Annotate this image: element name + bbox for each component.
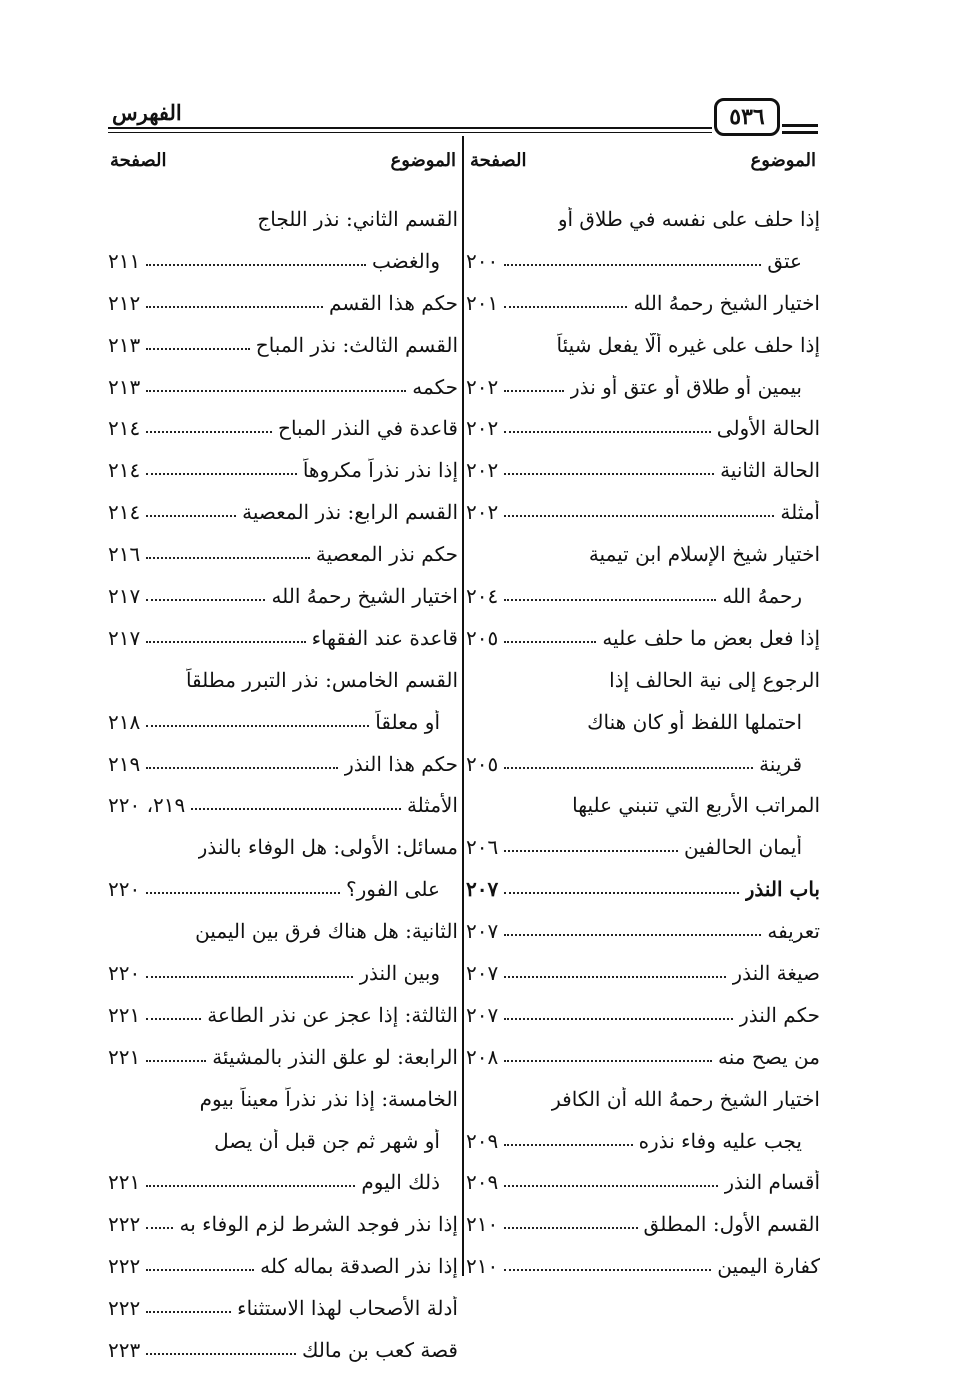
index-entry [108, 1078, 458, 1204]
entry-page-number: ٢١٧ [108, 583, 141, 608]
index-entry [466, 282, 820, 324]
header-rule-left-thin [108, 132, 712, 133]
entry-line [466, 533, 820, 575]
entry-page-number: ٢٢٠ [108, 960, 141, 985]
dot-leader [504, 850, 678, 852]
dot-leader [146, 767, 338, 769]
entry-page-number: ٢٠٩ [466, 1128, 499, 1153]
entry-line [108, 1245, 458, 1287]
entry-page-number: ٢١٨ [108, 709, 141, 734]
header-rule-right [782, 124, 818, 127]
entry-line [466, 324, 820, 366]
index-entry [108, 826, 458, 910]
entry-line [466, 784, 820, 826]
dot-leader [146, 515, 236, 517]
entry-page-number: ٢١٤ [108, 500, 141, 525]
entry-line [466, 407, 820, 449]
entry-line [466, 952, 820, 994]
entry-topic: من يصح منه [718, 1044, 820, 1069]
dot-leader [146, 1353, 296, 1355]
entry-line [466, 198, 820, 240]
entry-line [108, 198, 458, 240]
column-divider [462, 136, 464, 1276]
index-entry [466, 449, 820, 491]
dot-leader [146, 1185, 355, 1187]
entry-page-number: ٢١٩، ٢٢٠ [108, 793, 186, 818]
entry-topic: قصة كعب بن مالك [301, 1337, 458, 1362]
entry-page-number: ٢٠٠ [466, 248, 499, 273]
dot-leader [146, 976, 353, 978]
dot-leader [504, 1185, 718, 1187]
dot-leader [146, 390, 406, 392]
entry-line [466, 491, 820, 533]
index-entry [108, 1329, 458, 1371]
index-entry [108, 282, 458, 324]
entry-topic: حكم هذا القسم [329, 290, 458, 315]
index-entry [108, 575, 458, 617]
entry-line [108, 575, 458, 617]
dot-leader [504, 976, 726, 978]
right-page-header: الصفحة [470, 150, 527, 171]
entry-page-number: ٢١٣ [108, 332, 141, 357]
entry-page-number: ٢٠٨ [466, 1044, 499, 1069]
entry-topic: الحالة الأولى [716, 416, 820, 441]
dot-leader [504, 473, 714, 475]
dot-leader [146, 557, 310, 559]
entry-topic: الثانية: هل هناك فرق بين اليمين [195, 919, 458, 944]
left-topic-header: الموضوع [390, 150, 456, 171]
dot-leader [146, 306, 323, 308]
index-entry [108, 366, 458, 408]
entry-page-number: ٢٠٩ [466, 1170, 499, 1195]
entry-topic: قاعدة في النذر المباح [278, 416, 458, 441]
index-entry [108, 659, 458, 743]
entry-topic: الثالثة: إذا عجز عن نذر الطاعة [207, 1002, 458, 1027]
index-entry [108, 1036, 458, 1078]
right-column-entries [466, 198, 820, 1287]
entry-topic: القسم الخامس: نذر التبرر مطلقاً [185, 667, 458, 692]
entry-line [466, 659, 820, 701]
index-entry [108, 910, 458, 994]
entry-topic: إذا حلف على نفسه في طلاق أو [557, 206, 820, 231]
entry-page-number: ٢٠٧ [466, 877, 499, 902]
entry-page-number: ٢١٩ [108, 751, 141, 776]
entry-topic: القسم الثاني: نذر اللجاج [257, 206, 458, 231]
entry-line [466, 1203, 820, 1245]
index-entry [466, 994, 820, 1036]
entry-line [108, 491, 458, 533]
dot-leader [146, 1018, 201, 1020]
entry-topic: والغضب [372, 248, 440, 273]
page-number: ٥٣٦ [714, 98, 780, 136]
dot-leader [146, 348, 250, 350]
index-entry [466, 784, 820, 868]
entry-topic: الخامسة: إذا نذر نذراً معيناً بيوم [199, 1086, 458, 1111]
entry-line [466, 240, 820, 282]
entry-line [108, 617, 458, 659]
entry-line [466, 994, 820, 1036]
entry-topic: اختيار الشيخ رحمهُ الله أن الكافر [551, 1086, 820, 1111]
dot-leader [146, 473, 297, 475]
entry-page-number: ٢٠٥ [466, 751, 499, 776]
dot-leader [146, 264, 366, 266]
entry-line [108, 324, 458, 366]
index-entry [108, 198, 458, 282]
entry-topic: كفارة اليمين [717, 1254, 820, 1279]
entry-line [466, 701, 820, 743]
entry-page-number: ٢١١ [108, 248, 141, 273]
entry-topic: حكم نذر المعصية [315, 542, 458, 567]
entry-line [466, 1161, 820, 1203]
dot-leader [504, 1060, 712, 1062]
entry-topic: إذا نذر نذراً مكروهاً [302, 458, 458, 483]
index-entry [108, 449, 458, 491]
entry-line [108, 1120, 458, 1162]
index-entry [466, 617, 820, 659]
entry-page-number: ٢٢١ [108, 1002, 141, 1027]
entry-page-number: ٢١٤ [108, 416, 141, 441]
entry-page-number: ٢١٢ [108, 290, 141, 315]
index-entry [108, 1287, 458, 1329]
entry-page-number: ٢١٠ [466, 1254, 499, 1279]
dot-leader [504, 1144, 632, 1146]
index-entry [466, 1078, 820, 1162]
entry-page-number: ٢١٦ [108, 542, 141, 567]
entry-topic: اختيار الشيخ رحمهُ الله [271, 583, 458, 608]
header-rule-right-lower [782, 131, 818, 134]
dot-leader [504, 1269, 711, 1271]
index-entry [108, 324, 458, 366]
entry-topic: المراتب الأربع التي تنبني عليها [572, 793, 820, 818]
entry-page-number: ٢١٤ [108, 458, 141, 483]
entry-topic: أدلة الأصحاب لهذا الاستثناء [237, 1296, 458, 1321]
entry-page-number: ٢٠٥ [466, 625, 499, 650]
index-entry [466, 491, 820, 533]
entry-topic: القسم الأول: المطلق [643, 1212, 820, 1237]
entry-line [108, 910, 458, 952]
entry-topic: اختيار الشيخ رحمهُ الله [633, 290, 820, 315]
dot-leader [146, 641, 305, 643]
entry-topic: الرجوع إلى نية الحالف إذا [609, 667, 820, 692]
index-entry [466, 407, 820, 449]
dot-leader [146, 1311, 231, 1313]
entry-line [466, 1036, 820, 1078]
left-column-entries [108, 198, 458, 1371]
entry-page-number: ٢٢٠ [108, 877, 141, 902]
entry-line [108, 449, 458, 491]
entry-line [108, 701, 458, 743]
entry-topic: أو معلقاً [375, 709, 440, 734]
entry-page-number: ٢٠١ [466, 290, 499, 315]
entry-line [466, 743, 820, 785]
entry-topic: الأمثلة [406, 793, 458, 818]
entry-line [108, 240, 458, 282]
entry-line [466, 575, 820, 617]
entry-topic: احتملها اللفظ أو كان هناك [587, 709, 802, 734]
entry-page-number: ٢٠٦ [466, 835, 499, 860]
entry-topic: أو شهر ثم جن قبل أن يصل [214, 1128, 440, 1153]
entry-page-number: ٢٠٢ [466, 374, 499, 399]
entry-topic: باب النذر [744, 877, 820, 902]
index-entry [466, 1203, 820, 1245]
dot-leader [146, 599, 265, 601]
entry-page-number: ٢٢٢ [108, 1212, 141, 1237]
entry-line [108, 282, 458, 324]
entry-topic: قرينة [759, 751, 802, 776]
entry-page-number: ٢٠٢ [466, 416, 499, 441]
index-entry [108, 407, 458, 449]
entry-line [108, 868, 458, 910]
dot-leader [146, 1060, 206, 1062]
entry-topic: الحالة الثانية [720, 458, 820, 483]
entry-line [466, 617, 820, 659]
dot-leader [504, 641, 596, 643]
entry-page-number: ٢٠٧ [466, 919, 499, 944]
dot-leader [504, 515, 774, 517]
header-rule-left [108, 127, 712, 129]
entry-page-number: ٢٠٧ [466, 960, 499, 985]
entry-page-number: ٢١٧ [108, 625, 141, 650]
entry-topic: مسائل: الأولى: هل الوفاء بالنذر [197, 835, 458, 860]
entry-topic: إذا حلف على غيره ألّا يفعل شيئاً [556, 332, 820, 357]
entry-topic: يجب عليه وفاء نذره [638, 1128, 802, 1153]
entry-line [108, 1161, 458, 1203]
dot-leader [504, 431, 711, 433]
dot-leader [504, 264, 761, 266]
entry-topic: حكم هذا النذر [344, 751, 458, 776]
entry-topic: حكم النذر [739, 1002, 820, 1027]
entry-line [108, 533, 458, 575]
dot-leader [504, 599, 716, 601]
index-entry [466, 1036, 820, 1078]
entry-topic: حكمه [412, 374, 458, 399]
entry-line [108, 952, 458, 994]
entry-line [108, 407, 458, 449]
right-topic-header: الموضوع [750, 150, 816, 171]
index-entry [466, 659, 820, 785]
entry-line [108, 826, 458, 868]
left-page-header: الصفحة [110, 150, 167, 171]
index-entry [466, 910, 820, 952]
entry-line [466, 282, 820, 324]
entry-topic: أمثلة [780, 500, 820, 525]
entry-topic: على الفور؟ [346, 877, 440, 902]
entry-topic: إذا نذر فوجد الشرط لزم الوفاء به [179, 1212, 458, 1237]
dot-leader [504, 1227, 637, 1229]
entry-line [466, 1245, 820, 1287]
entry-page-number: ٢١٣ [108, 374, 141, 399]
dot-leader [146, 725, 369, 727]
entry-line [108, 1036, 458, 1078]
entry-topic: إذا نذر الصدقة بماله كله [260, 1254, 458, 1279]
entry-page-number: ٢٢٢ [108, 1296, 141, 1321]
dot-leader [146, 1269, 254, 1271]
entry-topic: صيغة النذر [732, 960, 820, 985]
dot-leader [191, 808, 401, 810]
dot-leader [504, 934, 761, 936]
index-entry [108, 1245, 458, 1287]
index-entry [108, 743, 458, 785]
entry-line [108, 659, 458, 701]
entry-page-number: ٢١٠ [466, 1212, 499, 1237]
entry-page-number: ٢٢٣ [108, 1337, 141, 1362]
entry-topic: ذلك اليوم [361, 1170, 440, 1195]
entry-page-number: ٢٠٤ [466, 583, 499, 608]
entry-line [108, 1329, 458, 1371]
entry-line [108, 1078, 458, 1120]
entry-line [108, 743, 458, 785]
entry-topic: بيمين أو طلاق أو عتق أو نذر [570, 374, 802, 399]
entry-line [466, 449, 820, 491]
dot-leader [146, 892, 340, 894]
entry-line [108, 366, 458, 408]
entry-page-number: ٢٢٢ [108, 1254, 141, 1279]
entry-line [466, 366, 820, 408]
entry-line [466, 1120, 820, 1162]
entry-topic: أيمان الحالفين [684, 835, 802, 860]
index-entry [108, 533, 458, 575]
index-entry [466, 324, 820, 408]
dot-leader [504, 892, 738, 894]
dot-leader [504, 306, 627, 308]
index-entry [108, 491, 458, 533]
entry-line [108, 1287, 458, 1329]
running-title: الفهرس [112, 100, 182, 125]
entry-topic: عتق [767, 248, 802, 273]
entry-line [466, 826, 820, 868]
index-entry [466, 868, 820, 910]
index-entry [466, 533, 820, 617]
index-entry [466, 1245, 820, 1287]
entry-topic: وبين النذر [359, 960, 440, 985]
entry-line [108, 784, 458, 826]
dot-leader [146, 1227, 173, 1229]
index-entry [108, 617, 458, 659]
entry-page-number: ٢٠٧ [466, 1002, 499, 1027]
index-entry [466, 952, 820, 994]
dot-leader [504, 390, 564, 392]
entry-topic: اختيار شيخ الإسلام ابن تيمية [588, 542, 820, 567]
index-entry [466, 1161, 820, 1203]
entry-topic: تعريفه [767, 919, 820, 944]
index-entry [108, 1203, 458, 1245]
entry-line [108, 1203, 458, 1245]
entry-topic: القسم الثالث: نذر المباح [255, 332, 458, 357]
dot-leader [504, 1018, 733, 1020]
entry-page-number: ٢٢١ [108, 1044, 141, 1069]
entry-topic: إذا فعل بعض ما حلف عليه [602, 625, 820, 650]
entry-page-number: ٢٠٢ [466, 500, 499, 525]
dot-leader [504, 767, 753, 769]
entry-topic: قاعدة عند الفقهاء [311, 625, 458, 650]
index-entry [108, 784, 458, 826]
entry-topic: أقسام النذر [724, 1170, 820, 1195]
index-entry [108, 994, 458, 1036]
entry-line [466, 868, 820, 910]
entry-line [466, 910, 820, 952]
entry-line [466, 1078, 820, 1120]
entry-topic: الرابعة: لو علق النذر بالمشيئة [212, 1044, 458, 1069]
entry-page-number: ٢٠٢ [466, 458, 499, 483]
dot-leader [146, 431, 272, 433]
entry-topic: القسم الرابع: نذر المعصية [242, 500, 458, 525]
entry-line [108, 994, 458, 1036]
entry-page-number: ٢٢١ [108, 1170, 141, 1195]
entry-topic: رحمهُ الله [722, 583, 802, 608]
index-entry [466, 198, 820, 282]
